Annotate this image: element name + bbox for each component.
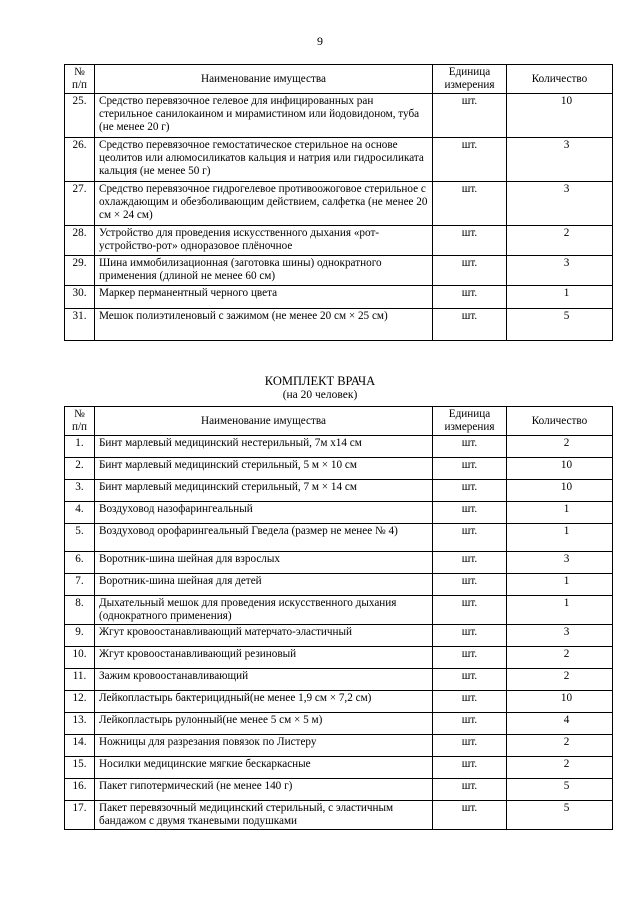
table-row — [65, 757, 613, 779]
cell-number: 10. — [65, 647, 95, 669]
table-row — [65, 596, 613, 625]
cell-number: 3. — [65, 480, 95, 502]
header-unit: Единица измерения — [433, 65, 507, 94]
table-row — [65, 779, 613, 801]
cell-number: 13. — [65, 713, 95, 735]
cell-unit: шт. — [433, 757, 507, 779]
cell-number: 30. — [65, 286, 95, 309]
cell-name: Лейкопластырь рулонный(не менее 5 см × 5 м) — [95, 713, 433, 735]
cell-quantity: 5 — [507, 779, 613, 801]
table-row — [65, 182, 613, 226]
cell-quantity: 1 — [507, 596, 613, 625]
cell-name: Бинт марлевый медицинский стерильный, 5 м × 10 см — [95, 458, 433, 480]
cell-quantity: 2 — [507, 669, 613, 691]
cell-number: 17. — [65, 801, 95, 830]
cell-quantity: 2 — [507, 647, 613, 669]
header-unit: Единица измерения — [433, 407, 507, 436]
table-row — [65, 801, 613, 830]
table-row — [65, 226, 613, 256]
section-title: КОМПЛЕКТ ВРАЧА — [264, 374, 376, 388]
cell-unit: шт. — [433, 286, 507, 309]
cell-quantity: 2 — [507, 226, 613, 256]
cell-quantity: 2 — [507, 735, 613, 757]
table-row — [65, 502, 613, 524]
cell-name: Зажим кровоостанавливающий — [95, 669, 433, 691]
cell-number: 15. — [65, 757, 95, 779]
cell-quantity: 2 — [507, 436, 613, 458]
cell-number: 26. — [65, 138, 95, 182]
cell-unit: шт. — [433, 182, 507, 226]
cell-unit: шт. — [433, 524, 507, 552]
doctor-kit-table — [64, 406, 613, 830]
cell-name: Воротник-шина шейная для детей — [95, 574, 433, 596]
cell-quantity: 3 — [507, 552, 613, 574]
cell-unit: шт. — [433, 574, 507, 596]
cell-unit: шт. — [433, 801, 507, 830]
table-row — [65, 94, 613, 138]
cell-name: Устройство для проведения искусственного дыхания «рот-устройство-рот» одноразовое плёночное — [95, 226, 433, 256]
cell-number: 6. — [65, 552, 95, 574]
header-num: № п/п — [65, 65, 95, 94]
cell-number: 31. — [65, 309, 95, 341]
cell-name: Бинт марлевый медицинский стерильный, 7 м × 14 см — [95, 480, 433, 502]
cell-quantity: 10 — [507, 458, 613, 480]
cell-name: Мешок полиэтиленовый с зажимом (не менее 20 см × 25 см) — [95, 309, 433, 341]
table-row — [65, 669, 613, 691]
section-subtitle: (на 20 человек) — [282, 389, 358, 401]
cell-unit: шт. — [433, 691, 507, 713]
table-row — [65, 735, 613, 757]
table-row — [65, 138, 613, 182]
cell-unit: шт. — [433, 669, 507, 691]
cell-name: Средство перевязочное гелевое для инфицированных ран стерильное санилокаином и мирамистином или йодовидоном, туба (не менее 20 г) — [95, 94, 433, 138]
cell-number: 11. — [65, 669, 95, 691]
cell-name: Воздуховод орофарингеальный Гведела (размер не менее № 4) — [95, 524, 433, 552]
cell-unit: шт. — [433, 226, 507, 256]
table-row — [65, 436, 613, 458]
header-name: Наименование имущества — [95, 407, 433, 436]
cell-quantity: 3 — [507, 625, 613, 647]
table-row — [65, 552, 613, 574]
table-header-row — [65, 407, 613, 436]
cell-number: 12. — [65, 691, 95, 713]
cell-number: 27. — [65, 182, 95, 226]
cell-unit: шт. — [433, 552, 507, 574]
cell-number: 9. — [65, 625, 95, 647]
cell-quantity: 3 — [507, 182, 613, 226]
cell-name: Носилки медицинские мягкие бескаркасные — [95, 757, 433, 779]
cell-quantity: 4 — [507, 713, 613, 735]
table-row — [65, 647, 613, 669]
cell-name: Средство перевязочное гидрогелевое противоожоговое стерильное с охлаждающим и обезболивающим действием, салфетка (не менее 20 см × 24 см) — [95, 182, 433, 226]
cell-quantity: 2 — [507, 757, 613, 779]
cell-quantity: 5 — [507, 801, 613, 830]
cell-unit: шт. — [433, 309, 507, 341]
cell-name: Шина иммобилизационная (заготовка шины) однократного применения (длиной не менее 60 см) — [95, 256, 433, 286]
cell-number: 2. — [65, 458, 95, 480]
cell-name: Воротник-шина шейная для взрослых — [95, 552, 433, 574]
cell-number: 5. — [65, 524, 95, 552]
cell-name: Пакет гипотермический (не менее 140 г) — [95, 779, 433, 801]
table-row — [65, 524, 613, 552]
cell-unit: шт. — [433, 647, 507, 669]
header-num: № п/п — [65, 407, 95, 436]
header-name: Наименование имущества — [95, 65, 433, 94]
cell-number: 7. — [65, 574, 95, 596]
header-qty: Количество — [507, 65, 613, 94]
cell-unit: шт. — [433, 458, 507, 480]
cell-number: 8. — [65, 596, 95, 625]
cell-name: Средство перевязочное гемостатическое стерильное на основе цеолитов или алюмосиликатов кальция и натрия или гидросиликата кальция (не менее 50 г) — [95, 138, 433, 182]
cell-quantity: 10 — [507, 480, 613, 502]
cell-unit: шт. — [433, 138, 507, 182]
cell-quantity: 1 — [507, 286, 613, 309]
cell-unit: шт. — [433, 779, 507, 801]
cell-number: 1. — [65, 436, 95, 458]
cell-number: 4. — [65, 502, 95, 524]
table-row — [65, 625, 613, 647]
cell-unit: шт. — [433, 94, 507, 138]
table-header-row — [65, 65, 613, 94]
cell-unit: шт. — [433, 735, 507, 757]
cell-unit: шт. — [433, 596, 507, 625]
cell-unit: шт. — [433, 713, 507, 735]
cell-number: 25. — [65, 94, 95, 138]
table-row — [65, 691, 613, 713]
cell-name: Воздуховод назофарингеальный — [95, 502, 433, 524]
cell-name: Маркер перманентный черного цвета — [95, 286, 433, 309]
table-row — [65, 309, 613, 341]
cell-quantity: 1 — [507, 574, 613, 596]
cell-quantity: 10 — [507, 94, 613, 138]
cell-name: Жгут кровоостанавливающий резиновый — [95, 647, 433, 669]
page-number: 9 — [317, 34, 323, 48]
cell-name: Дыхательный мешок для проведения искусственного дыхания (однократного применения) — [95, 596, 433, 625]
table-row — [65, 458, 613, 480]
cell-name: Ножницы для разрезания повязок по Листеру — [95, 735, 433, 757]
cell-unit: шт. — [433, 502, 507, 524]
cell-quantity: 3 — [507, 256, 613, 286]
cell-quantity: 1 — [507, 524, 613, 552]
table-row — [65, 713, 613, 735]
table-row — [65, 480, 613, 502]
cell-unit: шт. — [433, 256, 507, 286]
cell-name: Пакет перевязочный медицинский стерильный, с эластичным бандажом с двумя тканевыми подушками — [95, 801, 433, 830]
cell-name: Лейкопластырь бактерицидный(не менее 1,9 см × 7,2 см) — [95, 691, 433, 713]
cell-number: 29. — [65, 256, 95, 286]
table-row — [65, 574, 613, 596]
cell-number: 28. — [65, 226, 95, 256]
equipment-table-continued — [64, 64, 613, 341]
cell-unit: шт. — [433, 436, 507, 458]
cell-quantity: 10 — [507, 691, 613, 713]
cell-name: Жгут кровоостанавливающий матерчато-эластичный — [95, 625, 433, 647]
cell-name: Бинт марлевый медицинский нестерильный, 7м х14 см — [95, 436, 433, 458]
cell-number: 16. — [65, 779, 95, 801]
cell-unit: шт. — [433, 625, 507, 647]
cell-quantity: 1 — [507, 502, 613, 524]
header-qty: Количество — [507, 407, 613, 436]
cell-quantity: 5 — [507, 309, 613, 341]
cell-number: 14. — [65, 735, 95, 757]
cell-unit: шт. — [433, 480, 507, 502]
table-row — [65, 286, 613, 309]
table-row — [65, 256, 613, 286]
cell-quantity: 3 — [507, 138, 613, 182]
